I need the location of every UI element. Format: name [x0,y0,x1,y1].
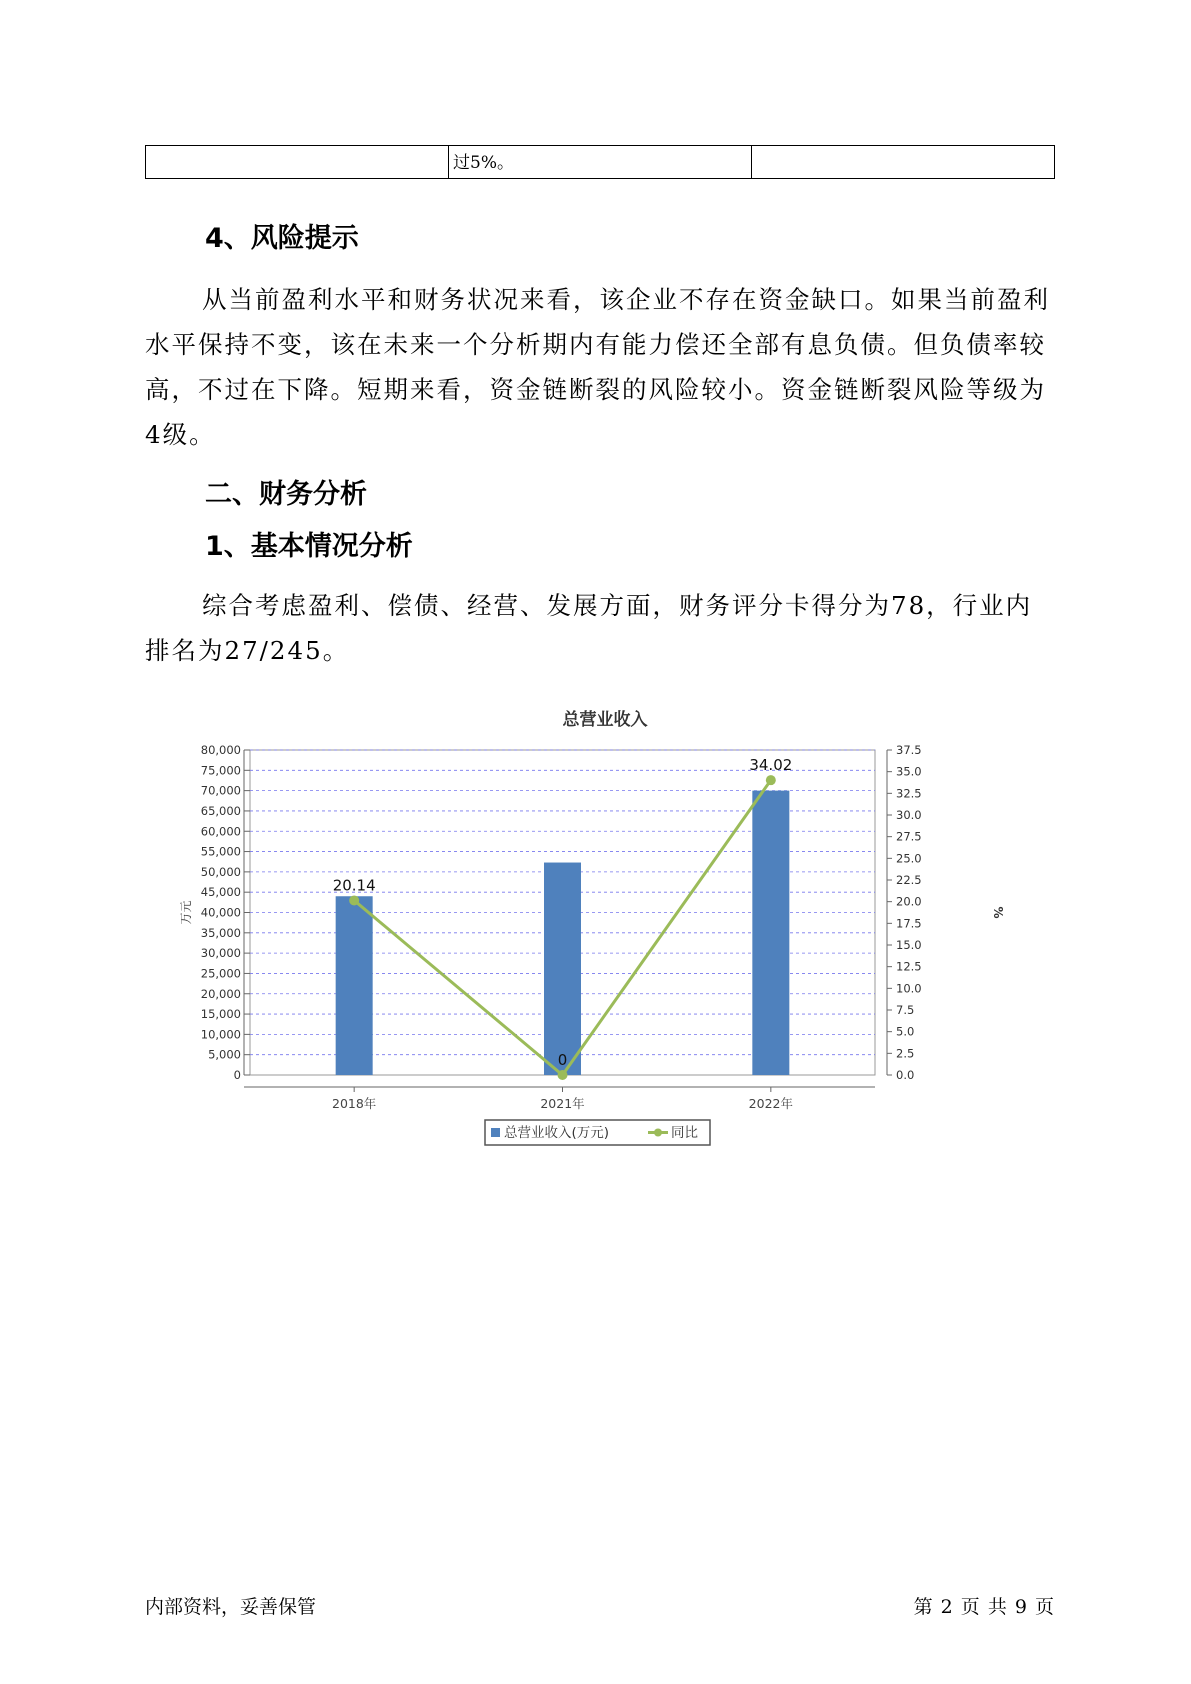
legend-bar-label: 总营业收入(万元) [504,1125,610,1141]
finance-heading: 二、财务分析 [205,479,367,510]
yoy-point [558,1070,568,1080]
legend-bar-swatch [491,1128,500,1137]
y-tick-label: 70,000 [200,783,241,798]
data-label: 34.02 [749,756,793,775]
y-tick-label: 80,000 [200,743,241,757]
y2-tick-label: 25.0 [896,851,922,866]
bar [336,896,373,1075]
basic-analysis-heading: 1、基本情况分析 [205,531,413,562]
y-tick-label: 30,000 [200,946,241,961]
data-label: 20.14 [332,876,376,895]
revenue-chart [170,695,1040,1155]
y-tick-label: 35,000 [200,925,241,940]
y-tick-label: 15,000 [200,1007,241,1022]
y-tick-label: 60,000 [200,824,241,839]
bar [752,791,789,1075]
risk-heading: 4、风险提示 [205,223,359,254]
y2-tick-label: 17.5 [896,916,922,931]
basic-analysis-paragraph: 综合考虑盈利、偿债、经营、发展方面，财务评分卡得分为78，行业内排名为27/245。 [145,591,1033,665]
y-tick-label: 0 [233,1068,241,1082]
y-tick-label: 25,000 [200,966,241,981]
y-tick-label: 45,000 [200,885,241,900]
y-tick-label: 55,000 [200,844,241,859]
bar [544,863,581,1075]
yoy-point [766,775,776,785]
x-tick-label: 2021年 [540,1096,585,1111]
y-tick-label: 50,000 [200,864,241,879]
table-row-fragment [145,145,1055,179]
table-cell-2: 过5%。 [449,146,752,178]
y2-tick-label: 15.0 [896,938,922,952]
footer-page-number: 第 2 页 共 9 页 [913,1596,1055,1618]
footer-confidential: 内部资料，妥善保管 [145,1596,317,1618]
y-tick-label: 75,000 [200,763,241,778]
y2-tick-label: 27.5 [896,829,922,844]
y2-tick-label: 2.5 [896,1046,915,1061]
x-tick-label: 2022年 [748,1096,793,1111]
y2-tick-label: 10.0 [896,981,922,996]
y-tick-label: 65,000 [200,803,241,818]
y-axis-label: 万元 [179,900,193,925]
chart-title: 总营业收入 [562,710,648,730]
table-cell-3 [752,146,1054,178]
y2-tick-label: 5.0 [896,1024,915,1039]
y2-tick-label: 20.0 [896,894,922,909]
y-tick-label: 5,000 [208,1047,241,1062]
y2-tick-label: 12.5 [896,959,922,974]
y-tick-label: 20,000 [200,986,241,1001]
y-tick-label: 10,000 [200,1027,241,1042]
table-cell-1 [146,146,449,178]
data-label: 0 [557,1051,568,1069]
y2-tick-label: 7.5 [896,1003,915,1017]
y-tick-label: 40,000 [200,905,241,920]
risk-paragraph: 从当前盈利水平和财务状况来看，该企业不存在资金缺口。如果当前盈利水平保持不变，该在未来一个分析期内有能力偿还全部有息负债。但负债率较高，不过在下降。短期来看，资金链断裂的风险较小。资金链断裂风险等级为4级。 [145,285,1050,449]
x-tick-label: 2018年 [332,1096,377,1111]
y2-tick-label: 22.5 [896,873,922,887]
legend-line-marker [654,1129,662,1137]
yoy-point [349,895,359,905]
y2-tick-label: 0.0 [896,1068,915,1082]
y2-tick-label: 32.5 [896,786,922,801]
y2-tick-label: 37.5 [896,743,922,757]
y2-axis-label: % [991,906,1005,919]
y2-tick-label: 30.0 [896,808,922,822]
y2-tick-label: 35.0 [896,764,922,779]
legend-line-label: 同比 [671,1125,698,1141]
